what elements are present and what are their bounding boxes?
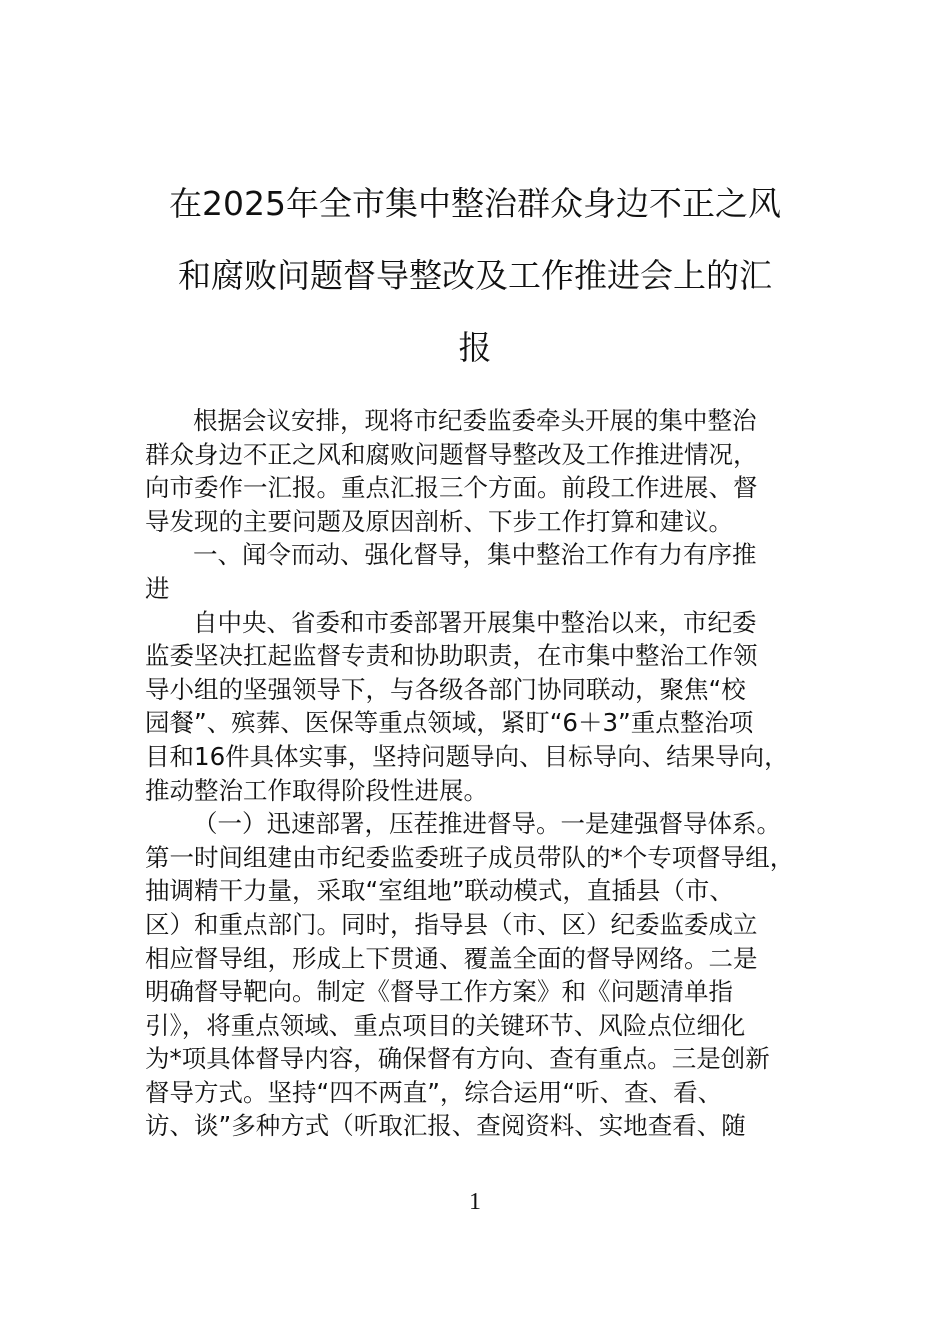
body-line: 目和16件具体实事，坚持问题导向、目标导向、结果导向， (145, 741, 789, 771)
body-line: 自中央、省委和市委部署开展集中整治以来，市纪委 (193, 607, 757, 637)
page-number: 1 (469, 1189, 481, 1215)
body-line: 引》，将重点领域、重点项目的关键环节、风险点位细化 (145, 1010, 746, 1040)
body-line: 抽调精干力量，采取“室组地”联动模式，直插县（市、 (145, 876, 734, 906)
body-line: 督导方式。坚持“四不两直”，综合运用“听、查、看、 (145, 1077, 723, 1107)
body-line: 推动整治工作取得阶段性进展。 (145, 775, 488, 805)
body-line: 访、谈”多种方式（听取汇报、查阅资料、实地查看、随 (145, 1111, 746, 1141)
body-line: 导小组的坚强领导下，与各级各部门协同联动，聚焦“校 (145, 674, 746, 704)
body-line: 园餐”、殡葬、医保等重点领域，紧盯“6＋3”重点整治项 (145, 708, 754, 738)
body-line: 明确督导靶向。制定《督导工作方案》和《问题清单指 (145, 977, 733, 1007)
title-line-3: 报 (458, 328, 492, 367)
document-title (120, 168, 830, 384)
body-line: 根据会议安排，现将市纪委监委牵头开展的集中整治 (193, 406, 757, 435)
body-line: 进 (145, 573, 170, 603)
body-line: 第一时间组建由市纪委监委班子成员带队的*个专项督导组， (145, 842, 795, 872)
body-line: （一）迅速部署，压茬推进督导。一是建强督导体系。 (193, 809, 781, 839)
body-line: 相应督导组，形成上下贯通、覆盖全面的督导网络。二是 (145, 943, 758, 973)
document-body (145, 404, 835, 1143)
body-line: 为*项具体督导内容，确保督有方向、查有重点。三是创新 (145, 1044, 770, 1074)
title-line-1: 在2025年全市集中整治群众身边不正之风 (169, 184, 781, 223)
body-line: 监委坚决扛起监督专责和协助职责，在市集中整治工作领 (145, 641, 758, 671)
title-line-2: 和腐败问题督导整改及工作推进会上的汇 (178, 256, 772, 295)
body-line: 群众身边不正之风和腐败问题督导整改及工作推进情况， (145, 439, 758, 469)
body-line: 导发现的主要问题及原因剖析、下步工作打算和建议。 (145, 506, 733, 536)
body-line: 向市委作一汇报。重点汇报三个方面。前段工作进展、督 (145, 473, 758, 503)
body-line: 一、闻令而动、强化督导，集中整治工作有力有序推 (193, 540, 757, 570)
body-line: 区）和重点部门。同时，指导县（市、区）纪委监委成立 (145, 909, 758, 939)
